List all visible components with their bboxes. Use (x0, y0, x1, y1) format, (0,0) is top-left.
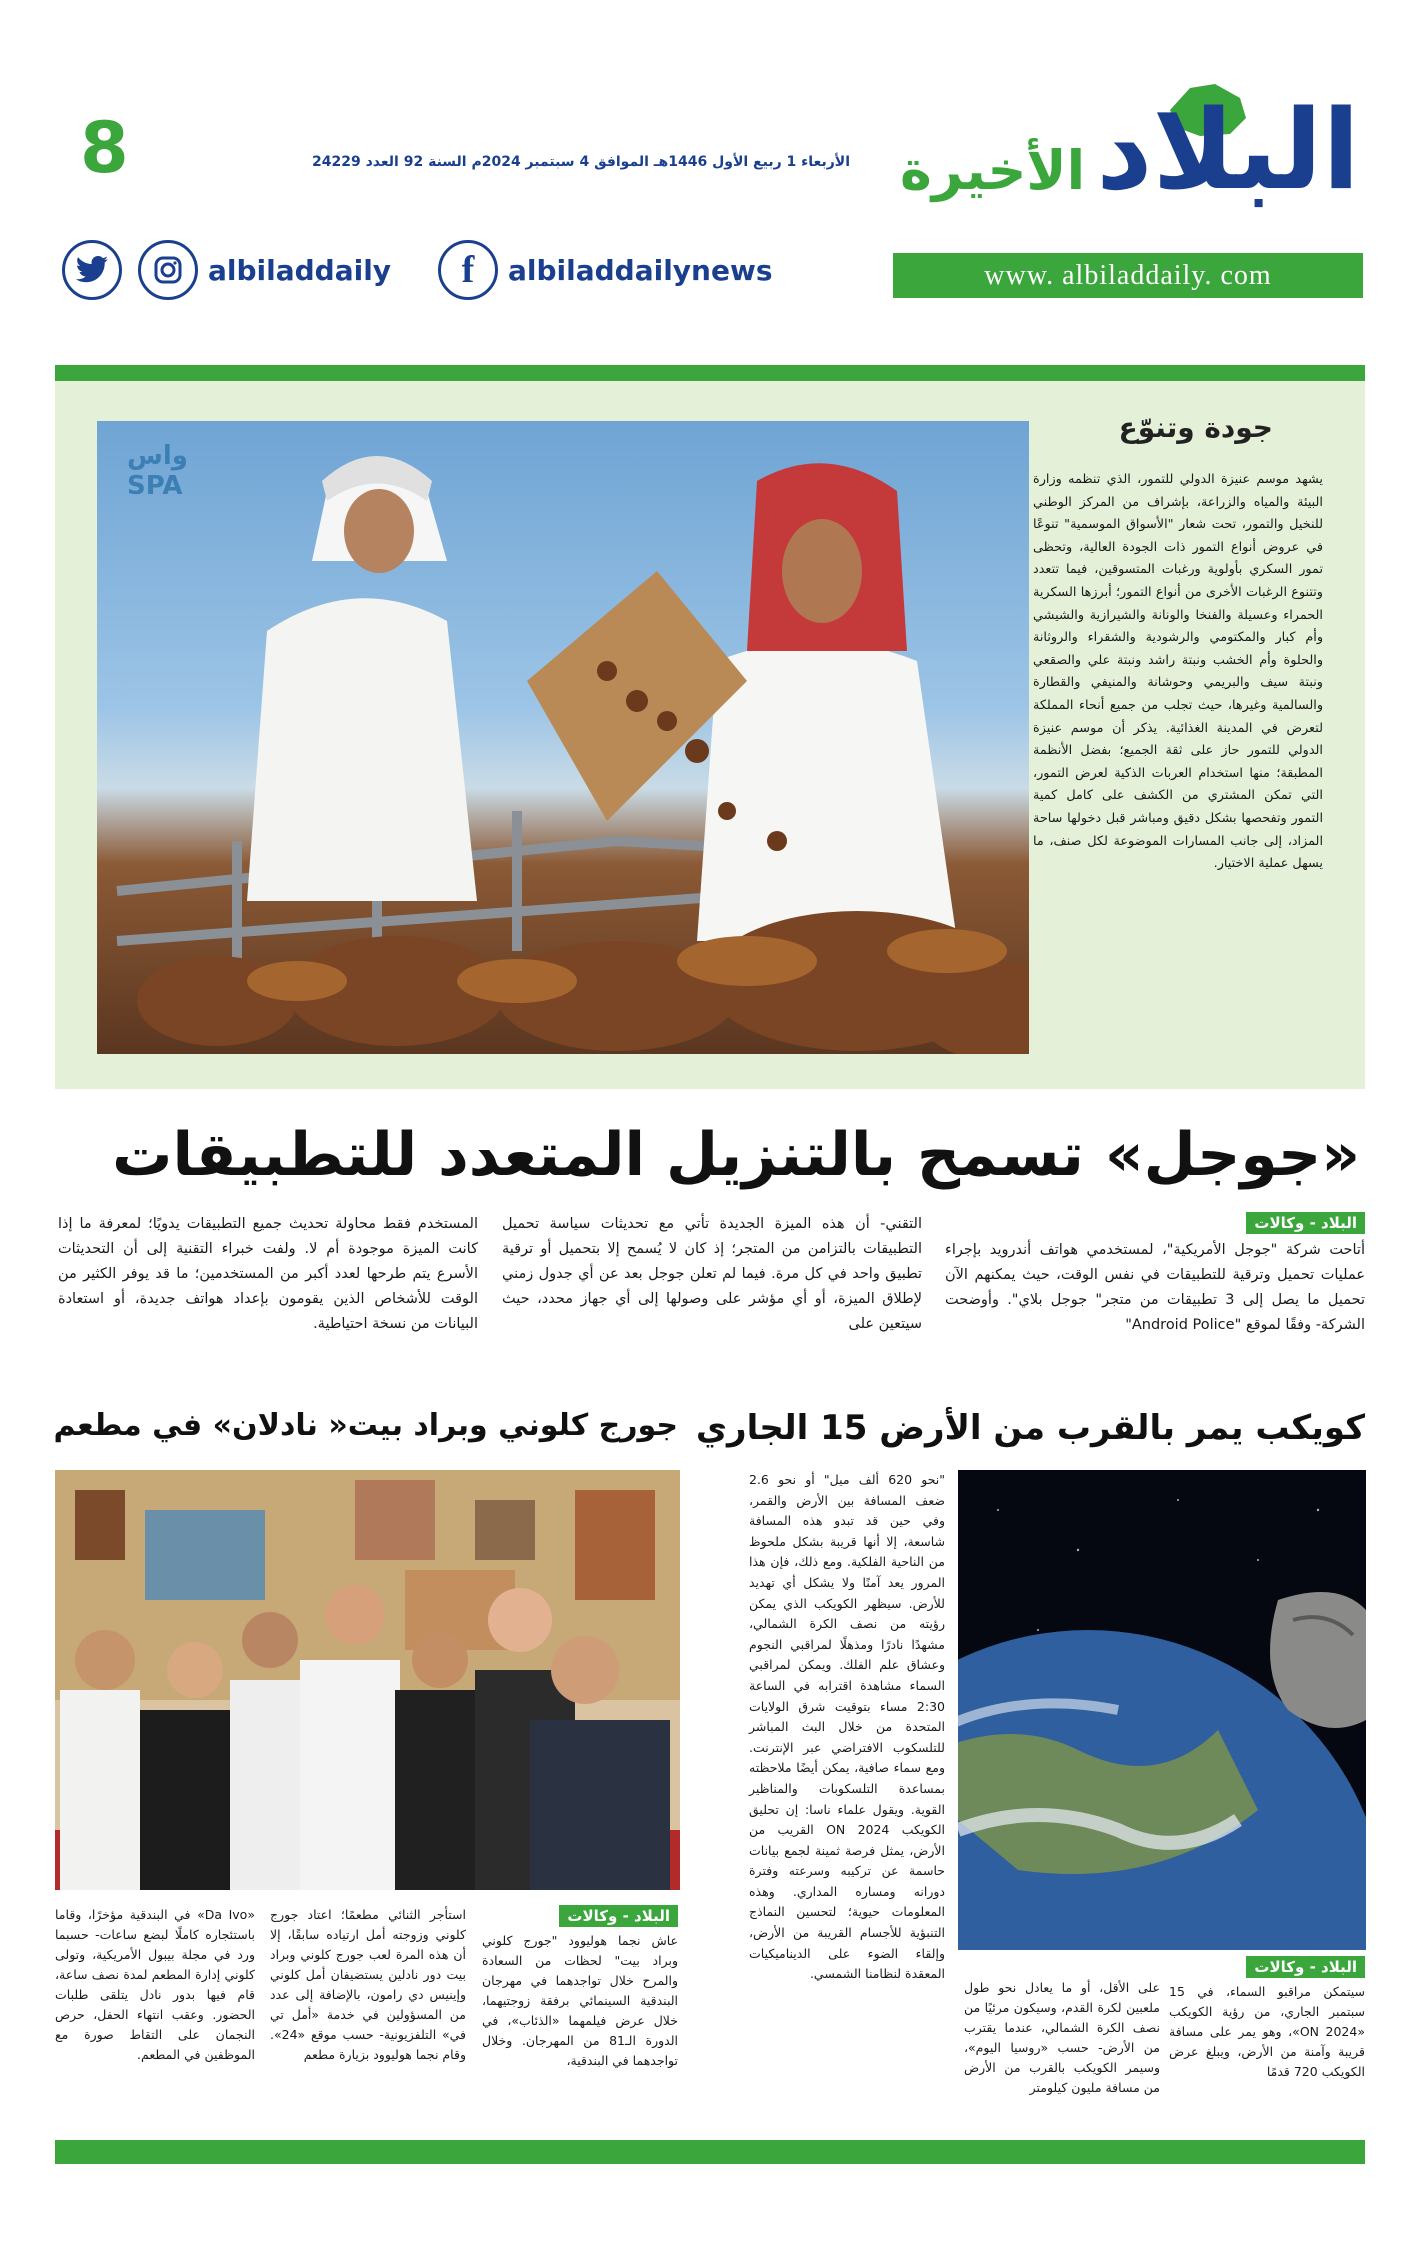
asteroid-col-b: على الأقل، أو ما يعادل نحو طول ملعبين لكرة القدم، وسيكون مرئيًا من نصف الكرة الشمالي، عندما يقترب من الأرض- حسب «روسيا اليوم»، وسيمر الكويكب بالقرب من الأرض من مسافة مليون كيلومتر (964, 1980, 1160, 2095)
twitter-icon[interactable] (62, 240, 122, 300)
facebook-handle[interactable]: albiladdailynews (508, 253, 773, 287)
instagram-handle[interactable]: albiladdaily (208, 253, 392, 287)
google-col1 (945, 1212, 1365, 1338)
google-headline: «جوجل» تسمح بالتنزيل المتعدد للتطبيقات (112, 1120, 1360, 1190)
google-col2: التقني- أن هذه الميزة الجديدة تأتي مع تحديثات سياسة تحميل التطبيقات بالتزامن من المتجر؛ إذ كان لا يُسمح إلا بتحميل أو ترقية تطبيق واحد في كل مرة. فيما لم تعلن جوجل بعد عن أي جدول زمني لإطلاق الميزة، أو أي مؤشر على وصولها إلى أي جهاز محدد، حيث سيتعين على (502, 1216, 922, 1332)
asteroid-headline: كويكب يمر بالقرب من الأرض 15 الجاري (695, 1408, 1365, 1448)
clooney-col-c: «Da Ivo» في البندقية مؤخرًا، وقاما باستئجاره كاملًا لبضع ساعات- حسبما ورد في مجلة بيبول الأمريكية، وتولى كلوني إدارة المطعم لمدة نصف ساعة، قام فيها بدور نادل يتلقى طلبات الحضور. وعقب انتهاء الحفل، حرص النجمان على التقاط صورة مع الموظفين في المطعم. (55, 1907, 255, 2062)
instagram-icon[interactable] (138, 240, 198, 300)
website-bar[interactable] (893, 253, 1363, 298)
logo-sub: الأخيرة (900, 139, 1086, 202)
feature-title: جودة وتنوّع (1118, 411, 1273, 444)
asteroid-col-a-text: سيتمكن مراقبو السماء، في 15 سبتمبر الجاري، من رؤية الكويكب «ON 2024»، وهو يمر على مسافة قريبة وآمنة من الأرض، ويبلغ عرض الكويكب 720 قدمًا (1169, 1984, 1365, 2079)
google-col1-text: أتاحت شركة "جوجل الأمريكية"، لمستخدمي هواتف أندرويد بإجراء عمليات تحميل وترقية للتطبيقات في نفس الوقت، حيث يمكنهم الآن تحميل ما يصل إلى 3 تطبيقات من متجر" جوجل بلاي". وأوضحت الشركة- وفقًا لموقع "Android Police" (945, 1242, 1365, 1333)
asteroid-col-c: "نحو 620 ألف ميل" أو نحو 2.6 ضعف المسافة بين الأرض والقمر، وفي حين قد تبدو هذه المسافة شاسعة، إلا أنها قريبة بشكل ملحوظ من الناحية الفلكية. ومع ذلك، فإن هذا المرور يعد آمنًا ولا يشكل أي تهديد للأرض. سيظهر الكويكب الذي يمكن رؤيته من نصف الكرة الشمالي، مشهدًا نادرًا ومذهلًا لمراقبي النجوم وعشاق علم الفلك. ويمكن لمراقبي السماء مشاهدة اقترابه في الساعة 2:30 مساء بتوقيت شرق الولايات المتحدة من خلال البث المباشر للتلسكوب الافتراضي عبر الإنترنت. ومع سماء صافية، يمكن أيضًا ملاحظته بمساعدة التلسكوبات والمناظير القوية. ويقول علماء ناسا: إن تحليق الكويكب ON 2024 القريب من الأرض، يمثل فرصة ثمينة لجمع بيانات حاسمة عن تركيبه وسرعته وفترة دورانه ومساره المداري. وهذه المعلومات حيوية؛ لتحسين النماذج التنبؤية للأجسام القريبة من الأرض، وإلقاء الضوء على الديناميكيات المعقدة لنظامنا الشمسي. (749, 1472, 945, 1982)
google-tag: البلاد - وكالات (1246, 1212, 1365, 1234)
page-number: 8 (80, 107, 129, 189)
asteroid-col-a (1169, 1956, 1365, 2082)
facebook-link[interactable] (438, 240, 773, 300)
clooney-headline: جورج كلوني وبراد بيت« نادلان» في مطعم (53, 1408, 678, 1443)
asteroid-photo (958, 1470, 1366, 1950)
clooney-col-b: استأجر الثنائي مطعمًا؛ اعتاد جورج كلوني وزوجته أمل ارتياده سابقًا، إلا أن هذه المرة لعب جورج كلوني وبراد بيت دور نادلين يستضيفان أمل كلوني وإينيس دي رامون، بالإضافة إلى عدد من المسؤولين في خدمة «أمل تي في» التلفزيونية- حسب موقع «24». وقام نجما هوليوود بزيارة مطعم (270, 1907, 466, 2062)
facebook-icon[interactable]: f (438, 240, 498, 300)
masthead (0, 0, 1420, 330)
instagram-link[interactable] (138, 240, 391, 300)
clooney-col-a (482, 1905, 678, 2071)
spa-watermark: واس SPA (127, 441, 188, 501)
feature-panel (55, 381, 1365, 1089)
date-line: الأربعاء 1 ربيع الأول 1446هـ الموافق 4 سبتمبر 2024م السنة 92 العدد 24229 (312, 154, 850, 170)
clooney-tag: البلاد - وكالات (559, 1905, 678, 1927)
bottom-rule (55, 2140, 1365, 2164)
top-rule (55, 365, 1365, 381)
clooney-photo (55, 1470, 680, 1890)
feature-photo (97, 421, 1029, 1054)
logo (900, 80, 1360, 214)
website-url[interactable]: www. albiladdaily. com (984, 259, 1272, 291)
google-col3: المستخدم فقط محاولة تحديث جميع التطبيقات يدويًا؛ لمعرفة ما إذا كانت الميزة موجودة أم لا. ولفت خبراء التقنية إلى أن التحديثات الأسرع يتم طرحها لعدد أكبر من المستخدمين؛ ما قد يوفر الكثير من الوقت للأشخاص الذين يقومون بإعداد هواتف جديدة، أو استعادة البيانات من نسخة احتياطية. (58, 1216, 478, 1332)
asteroid-tag: البلاد - وكالات (1246, 1956, 1365, 1978)
logo-main: البلاد (1096, 86, 1360, 214)
feature-body: يشهد موسم عنيزة الدولي للتمور، الذي تنظمه وزارة البيئة والمياه والزراعة، بإشراف من المركز الوطني للنخيل والتمور، تحت شعار "الأسواق الموسمية" تنوعًا في عروض أنواع التمور ذات الجودة العالية، وتحظى تمور السكري بأولوية ورغبات المتسوقين، فيما تتعدد وتتنوع الرغبات الأخرى من أنواع التمور؛ أبرزها السكرية الحمراء وعسيلة والفنخا والونانة والشيرازية والشيشي وأم كبار والمكتومي والرشودية والشقراء والروثانة والحلوة وأم الخشب ونبتة راشد ونبتة علي والصقعي ونبتة سيف والبريمي وحوشانة والمنيفي والقطارة والسالمية وغيرها، حيث تجلب من جميع أنحاء المملكة لتعرض في المدينة الغذائية. يذكر أن موسم عنيزة الدولي للتمور حاز على ثقة الجميع؛ بفضل الأنظمة المطبقة؛ منها استخدام العربات الذكية لعرض التمور، التي تمكن المشتري من الكشف على كامل كمية التمور وتفحصها بشكل دقيق ومباشر قبل دخولها ساحة المزاد، إلى جانب المسارات الموضوعة لكل صنف، ما يسهل عملية الاختيار. (1033, 472, 1323, 872)
clooney-col-a-text: عاش نجما هوليوود "جورج كلوني وبراد بيت" لحظات من السعادة والمرح خلال تواجدهما في مهرجان البندقية السينمائي برفقة زوجتيهما، خلال عرض فيلمهما «الذئاب»، في الدورة الـ81 من المهرجان. وخلال تواجدهما في البندقية، (482, 1933, 678, 2068)
